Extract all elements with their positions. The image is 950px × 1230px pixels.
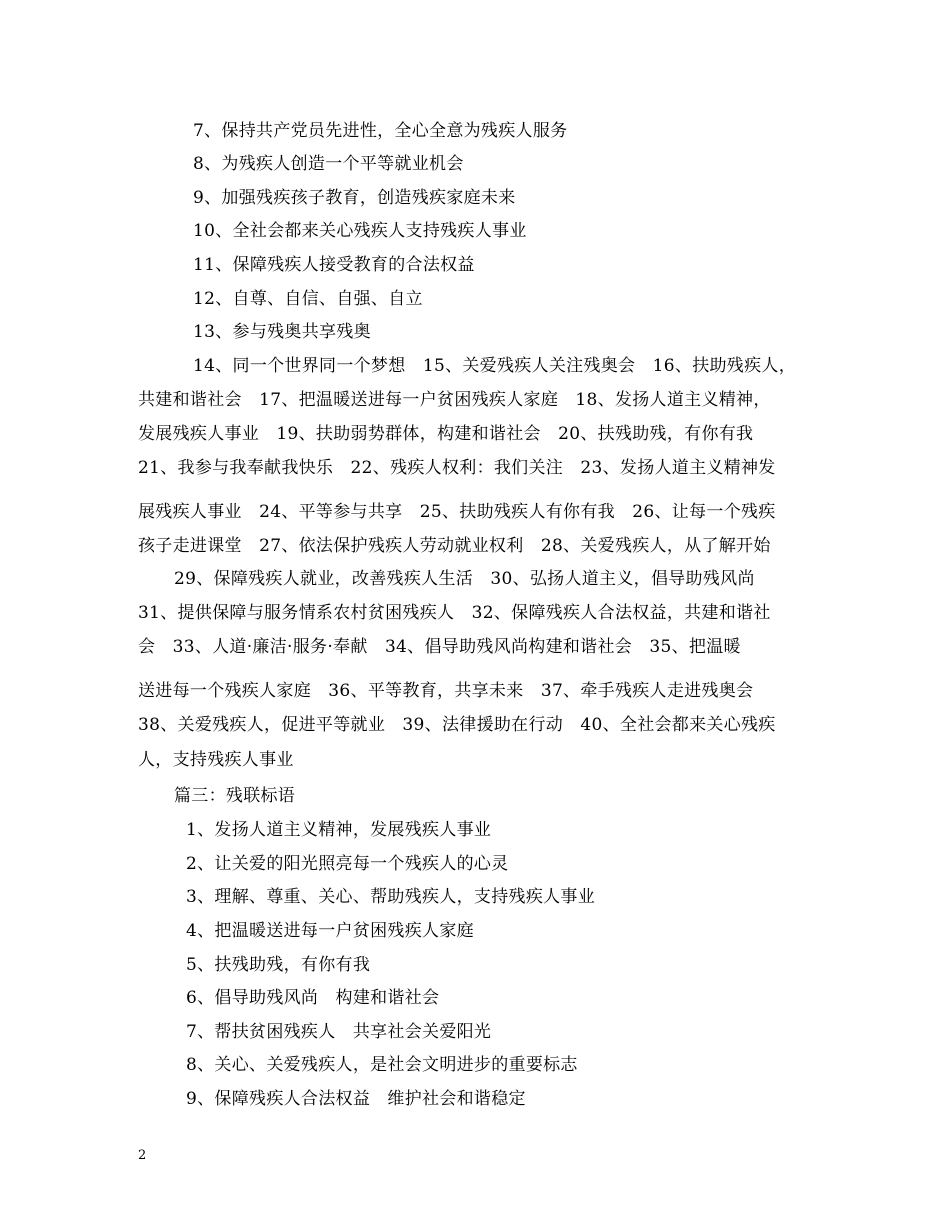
text-line: 11、保障残疾人接受教育的合法权益 xyxy=(193,255,475,275)
text-line: 29、保障残疾人就业，改善残疾人生活 30、弘扬人道主义，倡导助残风尚 xyxy=(174,569,755,589)
text-line: 发展残疾人事业 19、扶助弱势群体，构建和谐社会 20、扶残助残，有你有我 xyxy=(138,424,754,444)
text-line: 38、关爱残疾人，促进平等就业 39、法律援助在行动 40、全社会都来关心残疾 xyxy=(138,715,776,735)
text-line: 21、我参与我奉献我快乐 22、残疾人权利：我们关注 23、发扬人道主义精神发 xyxy=(138,458,776,478)
section-heading: 篇三：残联标语 xyxy=(174,786,296,806)
text-line: 13、参与残奥共享残奥 xyxy=(193,322,371,342)
page-number: 2 xyxy=(138,1148,147,1163)
text-line: 4、把温暖送进每一户贫困残疾人家庭 xyxy=(186,921,474,941)
text-line: 人，支持残疾人事业 xyxy=(138,750,294,770)
text-line: 8、关心、关爱残疾人，是社会文明进步的重要标志 xyxy=(186,1055,578,1075)
text-line: 6、倡导助残风尚 构建和谐社会 xyxy=(186,988,440,1008)
text-line: 31、提供保障与服务情系农村贫困残疾人 32、保障残疾人合法权益，共建和谐社 xyxy=(138,603,771,623)
text-line: 共建和谐社会 17、把温暖送进每一户贫困残疾人家庭 18、发扬人道主义精神， xyxy=(138,390,771,410)
text-line: 8、为残疾人创造一个平等就业机会 xyxy=(193,154,464,174)
text-line: 送进每一个残疾人家庭 36、平等教育，共享未来 37、牵手残疾人走进残奥会 xyxy=(138,681,754,701)
text-line: 1、发扬人道主义精神，发展残疾人事业 xyxy=(186,820,492,840)
text-line: 12、自尊、自信、自强、自立 xyxy=(193,289,423,309)
text-line: 14、同一个世界同一个梦想 15、关爱残疾人关注残奥会 16、扶助残疾人， xyxy=(193,356,796,376)
text-line: 3、理解、尊重、关心、帮助残疾人，支持残疾人事业 xyxy=(186,887,596,907)
text-line: 2、让关爱的阳光照亮每一个残疾人的心灵 xyxy=(186,854,509,874)
text-line: 孩子走进课堂 27、依法保护残疾人劳动就业权利 28、关爱残疾人，从了解开始 xyxy=(138,536,771,556)
text-line: 10、全社会都来关心残疾人支持残疾人事业 xyxy=(193,221,527,241)
text-line: 9、保障残疾人合法权益 维护社会和谐稳定 xyxy=(186,1089,526,1109)
text-line: 展残疾人事业 24、平等参与共享 25、扶助残疾人有你有我 26、让每一个残疾 xyxy=(138,502,776,522)
text-line: 9、加强残疾孩子教育，创造残疾家庭未来 xyxy=(193,188,516,208)
text-line: 7、帮扶贫困残疾人 共享社会关爱阳光 xyxy=(186,1022,492,1042)
text-line: 5、扶残助残，有你有我 xyxy=(186,955,371,975)
text-line: 会 33、人道·廉洁·服务·奉献 34、倡导助残风尚构建和谐社会 35、把温暖 xyxy=(138,637,741,657)
text-line: 7、保持共产党员先进性，全心全意为残疾人服务 xyxy=(193,121,568,141)
